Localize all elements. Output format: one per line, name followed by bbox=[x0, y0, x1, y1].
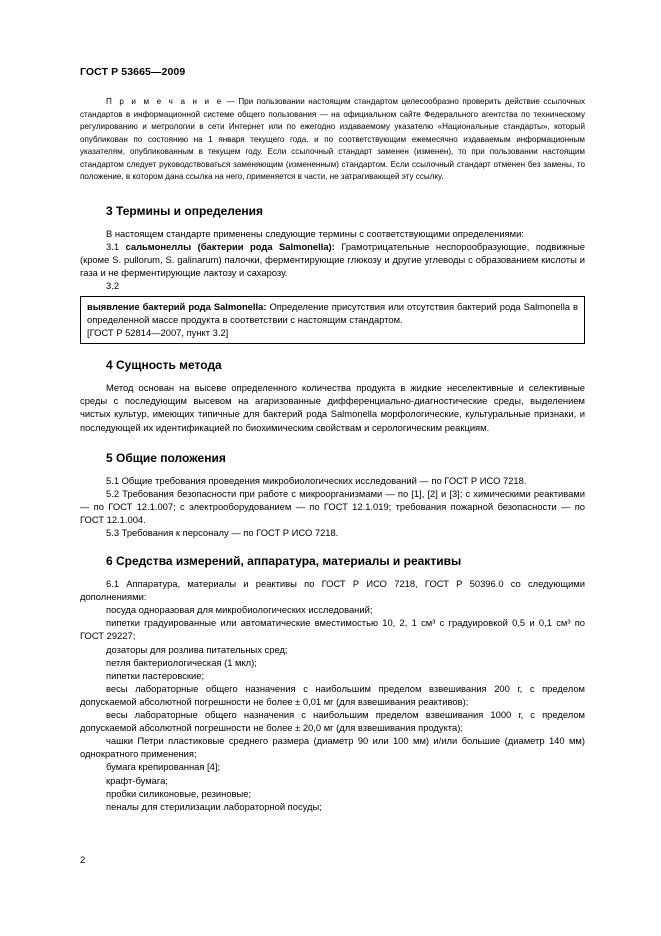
list-item: крафт-бумага; bbox=[106, 774, 168, 786]
term-3-1 bbox=[80, 240, 585, 279]
list-item: дозаторы для розлива питательных сред; bbox=[106, 643, 288, 655]
section-5-heading: 5 Общие положения bbox=[106, 450, 226, 465]
list-item: пеналы для стерилизации лабораторной посуды; bbox=[106, 800, 322, 812]
page-number: 2 bbox=[80, 855, 86, 866]
list-item: посуда одноразовая для микробиологических исследований; bbox=[106, 604, 373, 616]
list-item: петля бактериологическая (1 мкл); bbox=[106, 656, 257, 668]
section-6-1: 6.1 Аппаратура, материалы и реактивы по ГОСТ Р ИСО 7218, ГОСТ Р 50396.0 со следующими дополнениями: bbox=[80, 578, 585, 603]
list-item: весы лабораторные общего назначения с наибольшим пределом взвешивания 200 г, с пределом допускаемой абсолютной погрешности не более ± 0,01 мг (для взвешивания реактивов); bbox=[80, 682, 585, 707]
list-item: весы лабораторные общего назначения с наибольшим пределом взвешивания 1000 г, с пределом допускаемой абсолютной погрешности не более ± 20,0 мг (для взвешивания продукта); bbox=[80, 709, 585, 734]
term-3-2-term: выявление бактерий рода Salmonella: bbox=[87, 300, 267, 312]
term-3-2 bbox=[87, 300, 578, 326]
note-label: П р и м е ч а н и е bbox=[106, 97, 224, 106]
term-3-1-term: сальмонеллы (бактерии рода Salmonella): bbox=[125, 240, 335, 252]
section-3-heading: 3 Термины и определения bbox=[106, 203, 264, 218]
document-id-header: ГОСТ Р 53665—2009 bbox=[80, 66, 186, 78]
list-item: чашки Петри пластиковые среднего размера (диаметр 90 или 100 мм) и/или большие (диаметр 140 мм) однократного применения; bbox=[80, 735, 585, 760]
list-item: бумага крепированная [4]; bbox=[106, 761, 221, 773]
term-3-2-box bbox=[80, 296, 585, 344]
term-3-1-definition: Грамотрицательные неспорообразующие, подвижные (кроме S. pullorum, S. galinarum) палочки, ферментирующие глюкозу и другие углеводы с образованием кислоты и газа и не ферментирующие лактозу и сахарозу. bbox=[80, 240, 585, 278]
section-5-3: 5.3 Требования к персоналу — по ГОСТ Р ИСО 7218. bbox=[106, 527, 339, 538]
section-4-heading: 4 Сущность метода bbox=[106, 358, 222, 373]
note-text: — При пользовании настоящим стандартом целесообразно проверить действие ссылочных стандартов в информационной системе общего пользования — на официальном сайте Федерального агентства по техническому регулированию и метрологии в сети Интернет или по ежегодно издаваемому указателю «Национальные стандарты», который опубликован по состоянию на 1 января текущего года, и по соответствующим ежемесячно издаваемым информационным указателям, опубликованным в текущем году. Если ссылочный стандарт заменен (изменен), то при пользовании настоящим стандартом следует руководствоваться заменяющим (измененным) стандартом. Если ссылочный стандарт отменен без замены, то положение, в котором дана ссылка на него, применяется в части, не затрагивающей эту ссылку. bbox=[80, 97, 586, 181]
term-3-2-reference: [ГОСТ Р 52814—2007, пункт 3.2] bbox=[87, 327, 229, 339]
term-3-2-number: 3.2 bbox=[106, 279, 120, 291]
note-paragraph bbox=[80, 96, 585, 184]
term-3-2-definition: Определение присутствия или отсутствия бактерий рода Salmonella в определенной массе продукта в соответствии с настоящим стандартом. bbox=[87, 300, 578, 326]
list-item: пробки силиконовые, резиновые; bbox=[106, 787, 252, 799]
section-4-text: Метод основан на высеве определенного количества продукта в жидкие неселективные и селективные среды с последующим высевом на агаризованные дифференциально-диагностические среды, выделением чистых культур, имеющих типичные для бактерий рода Salmonella морфологические, культуральные признаки, и последующей их идентификацией по биохимическим свойствам и серологическим реакциям. bbox=[80, 382, 585, 433]
section-5-1: 5.1 Общие требования проведения микробиологических исследований — по ГОСТ Р ИСО 7218. bbox=[106, 474, 527, 486]
list-item: пипетки градуированные или автоматические вместимостью 10, 2, 1 см³ с градуировкой 0,5 и 0,1 см³ по ГОСТ 29227; bbox=[80, 617, 585, 642]
page-content bbox=[80, 96, 585, 813]
section-6-heading: 6 Средства измерений, аппаратура, материалы и реактивы bbox=[106, 554, 462, 569]
term-3-1-number: 3.1 bbox=[106, 240, 126, 252]
list-item: пипетки пастеровские; bbox=[106, 669, 205, 681]
section-5-2: 5.2 Требования безопасности при работе с микроорганизмами — по [1], [2] и [3]; с химическими реактивами — по ГОСТ 12.1.007; с электрооборудованием — по ГОСТ 12.1.019; требования пожарной безопасности — по ГОСТ 12.1.004. bbox=[80, 487, 585, 525]
section-3-intro: В настоящем стандарте применены следующие термины с соответствующими определениями: bbox=[106, 227, 524, 239]
